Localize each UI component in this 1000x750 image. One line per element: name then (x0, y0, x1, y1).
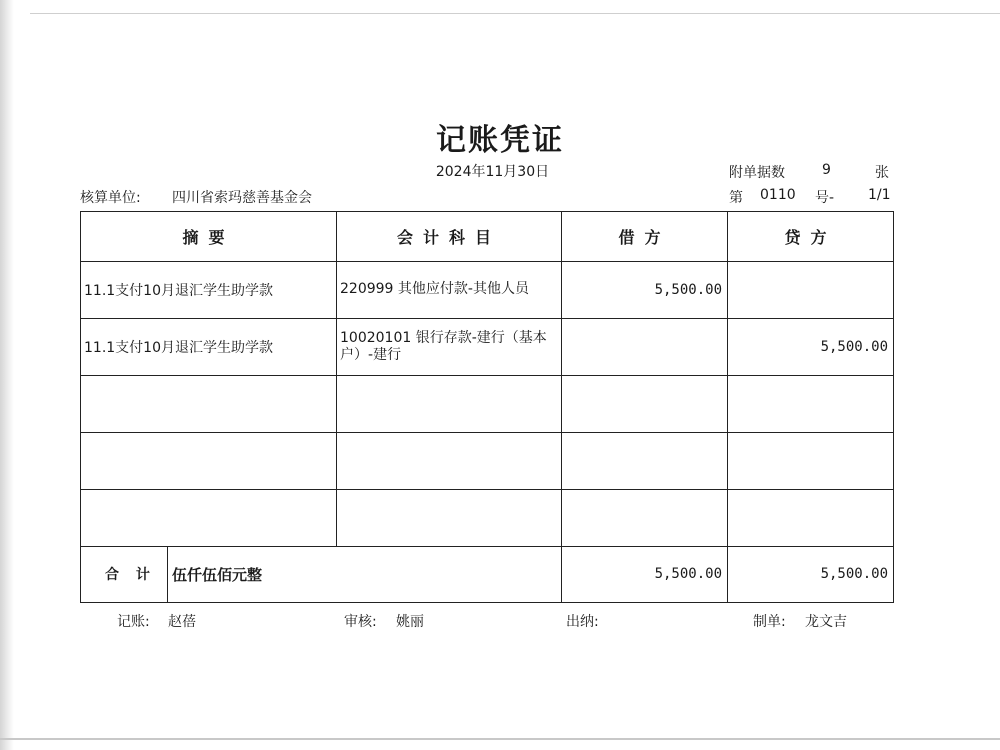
total-label-part-2: 计 (135, 567, 150, 584)
cashier-label: 出纳: (566, 614, 599, 630)
voucher-date: 2024年11月30日 (435, 164, 550, 180)
total-credit: 5,500.00 (728, 546, 894, 602)
voucher-number-prefix: 第 (729, 190, 743, 206)
table-row (81, 261, 894, 318)
table-total-row (81, 546, 894, 602)
row-account (337, 489, 562, 546)
table-row (81, 432, 894, 489)
bookkeeper-name: 赵蓓 (168, 614, 196, 630)
row-debit (562, 318, 728, 375)
scan-edge-shadow (0, 0, 14, 750)
preparer-label: 制单: (753, 614, 786, 630)
voucher-number-suffix: 号- (815, 190, 835, 206)
row-debit (562, 489, 728, 546)
scan-line-top (30, 13, 1000, 14)
voucher-number: 0110 (760, 187, 796, 203)
attachments-count: 9 (822, 162, 831, 178)
row-credit (728, 489, 894, 546)
total-label-part-1: 合 (105, 567, 119, 584)
row-credit (728, 375, 894, 432)
row-credit (728, 432, 894, 489)
total-debit: 5,500.00 (562, 546, 728, 602)
header-debit: 借方 (562, 212, 728, 262)
row-credit: 5,500.00 (728, 318, 894, 375)
row-summary (81, 489, 337, 546)
attachments-unit: 张 (875, 165, 889, 181)
header-account: 会计科目 (337, 212, 562, 262)
row-account: 10020101 银行存款-建行（基本户）-建行 (337, 318, 562, 375)
header-summary: 摘要 (81, 212, 337, 262)
table-header-row (81, 212, 894, 262)
attachments-label: 附单据数 (729, 165, 785, 181)
voucher-table (80, 211, 894, 603)
table-row (81, 375, 894, 432)
reviewer-label: 审核: (344, 614, 377, 630)
row-debit (562, 432, 728, 489)
row-summary: 11.1支付10月退汇学生助学款 (81, 318, 337, 375)
row-account: 220999 其他应付款-其他人员 (337, 261, 562, 318)
reviewer-name: 姚丽 (396, 614, 424, 630)
row-credit (728, 261, 894, 318)
total-label (81, 546, 168, 602)
preparer-name: 龙文吉 (805, 614, 847, 630)
row-account (337, 375, 562, 432)
row-summary (81, 432, 337, 489)
row-debit: 5,500.00 (562, 261, 728, 318)
row-summary (81, 375, 337, 432)
row-debit (562, 375, 728, 432)
table-row (81, 318, 894, 375)
row-account (337, 432, 562, 489)
scan-line-bottom (0, 738, 1000, 740)
header-credit: 贷方 (728, 212, 894, 262)
voucher-page: 1/1 (868, 187, 891, 203)
total-amount-words: 伍仟伍佰元整 (168, 546, 562, 602)
voucher-title: 记账凭证 (436, 123, 564, 158)
unit-label: 核算单位: (80, 190, 141, 206)
unit-name: 四川省索玛慈善基金会 (172, 190, 312, 206)
row-summary: 11.1支付10月退汇学生助学款 (81, 261, 337, 318)
bookkeeper-label: 记账: (117, 614, 150, 630)
table-row (81, 489, 894, 546)
